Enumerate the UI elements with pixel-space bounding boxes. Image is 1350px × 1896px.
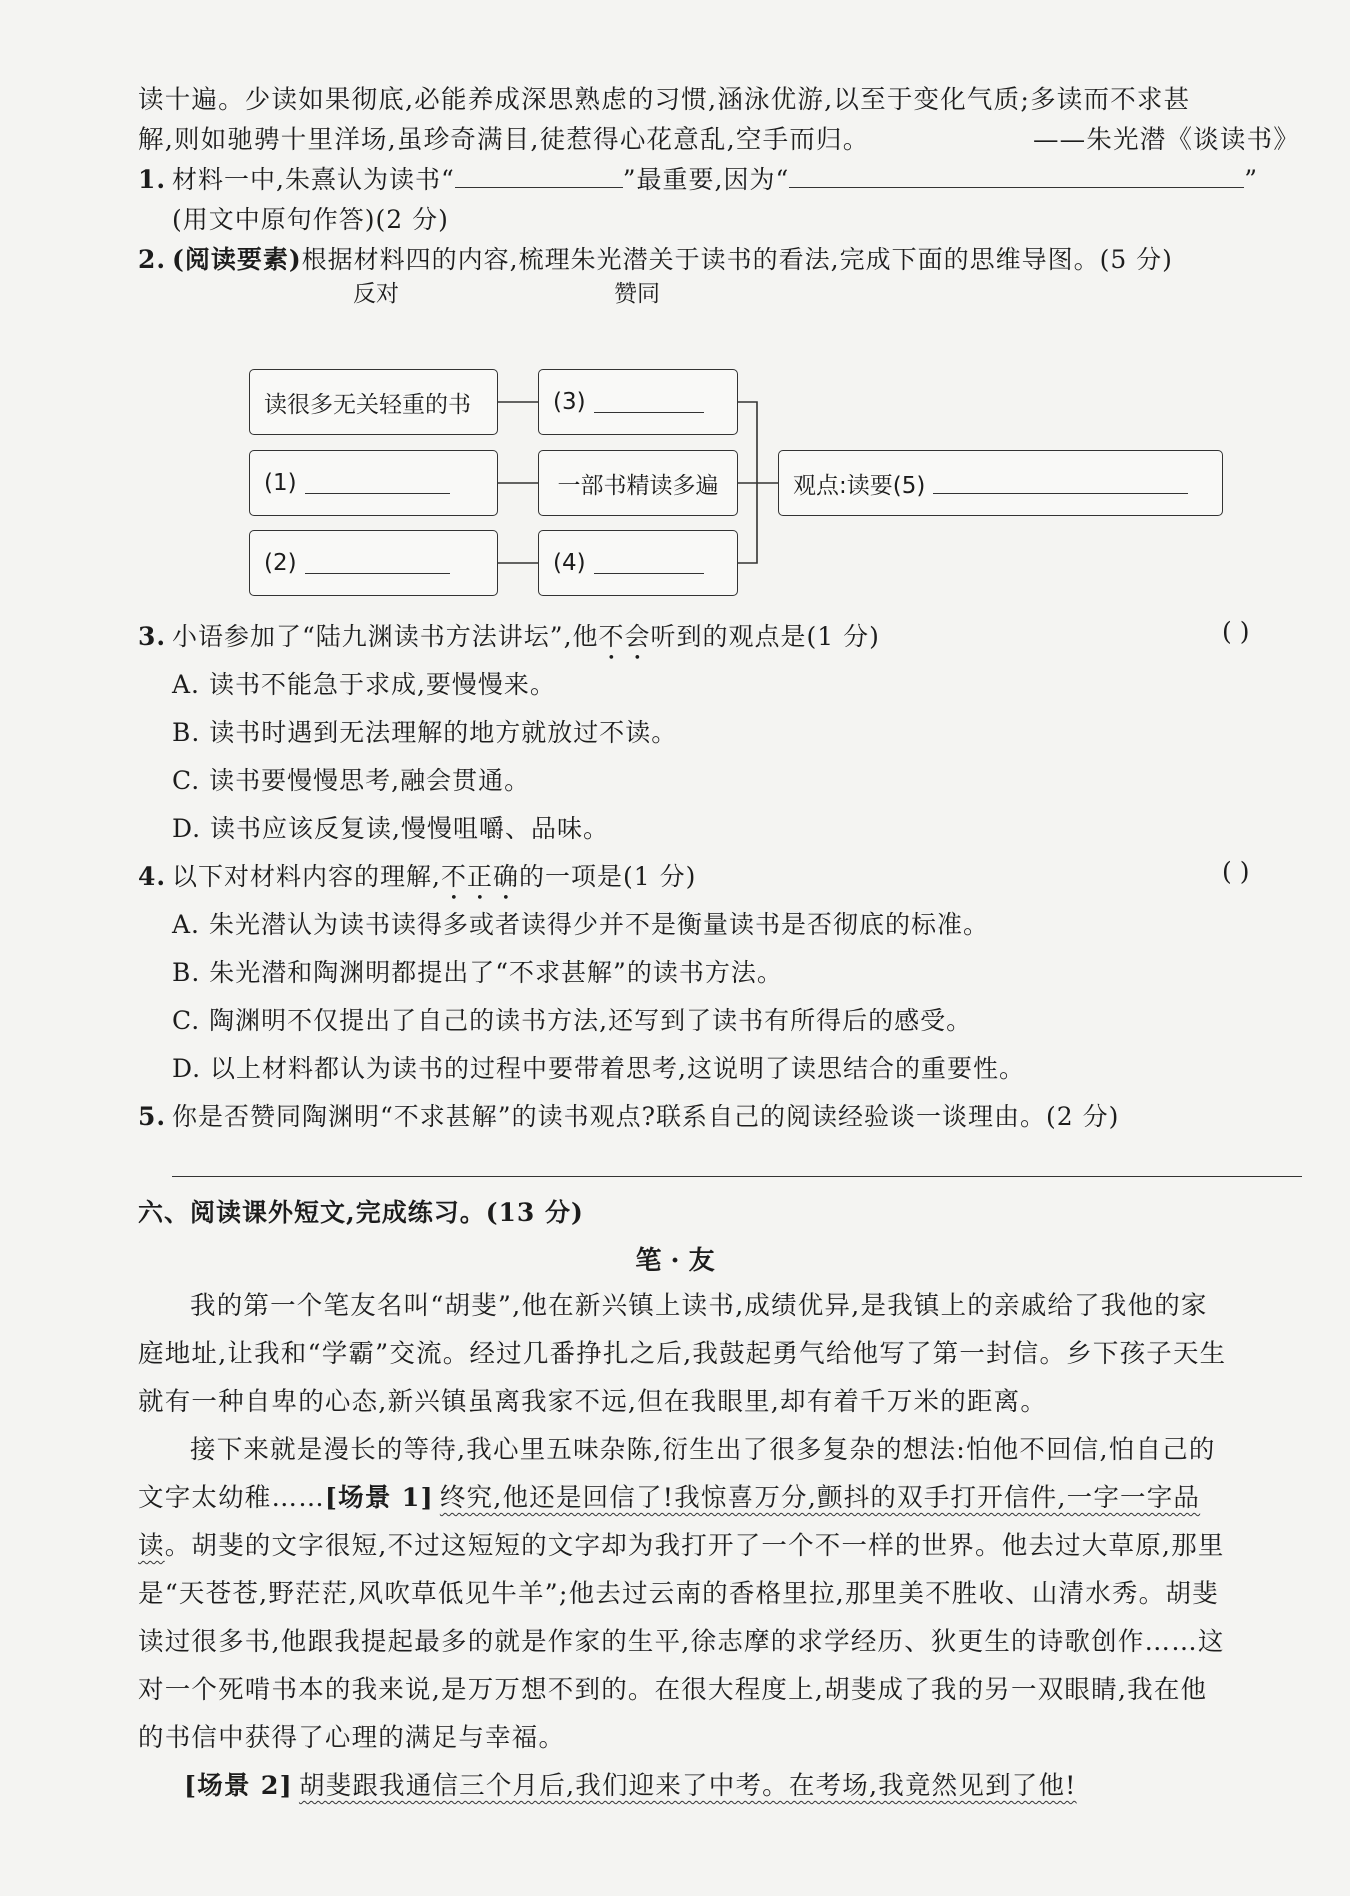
question-number: 2. bbox=[138, 245, 167, 274]
answer-blank-map-3[interactable] bbox=[594, 392, 704, 413]
answer-blank-map-5[interactable] bbox=[933, 473, 1188, 494]
question-3-text-a: 小语参加了“陆九渊读书方法讲坛”,他 bbox=[172, 622, 599, 651]
option-d: D. 以上材料都认为读书的过程中要带着思考,这说明了读思结合的重要性。 bbox=[172, 1054, 1025, 1083]
question-2-text: 根据材料四的内容,梳理朱光潜关于读书的看法,完成下面的思维导图。(5 分) bbox=[301, 245, 1173, 274]
intro-source: ——朱光潜《谈读书》 bbox=[1032, 125, 1300, 155]
answer-bracket-4[interactable]: ( ) bbox=[1222, 857, 1250, 886]
question-1-text-b: ”最重要,因为“ bbox=[622, 165, 790, 194]
box-agree-3-label: (4) bbox=[553, 550, 586, 576]
emphasis-text: 不正确 bbox=[440, 862, 519, 891]
question-number: 1. bbox=[138, 165, 167, 194]
paragraph-2-line-3 bbox=[138, 1526, 1225, 1562]
question-number: 4. bbox=[138, 862, 167, 891]
paragraph-2-line-5: 读过很多书,他跟我提起最多的就是作家的生平,徐志摩的求学经历、狄更生的诗歌创作……这 bbox=[138, 1627, 1225, 1657]
paragraph-3-line-1 bbox=[184, 1766, 1077, 1802]
box-agree-3 bbox=[538, 530, 738, 596]
question-number: 3. bbox=[138, 622, 167, 651]
option-a: A. 读书不能急于求成,要慢慢来。 bbox=[172, 670, 556, 699]
intro-line-1: 读十遍。少读如果彻底,必能养成深思熟虑的习惯,涵泳优游,以至于变化气质;多读而不求甚 bbox=[138, 85, 1191, 115]
question-3 bbox=[138, 617, 880, 666]
paragraph-2-line-3-text: 。胡斐的文字很短,不过这短短的文字却为我打开了一个不一样的世界。他去过大草原,那里 bbox=[164, 1531, 1225, 1561]
box-agree-1-label: (3) bbox=[553, 389, 586, 415]
answer-blank-map-2[interactable] bbox=[305, 553, 450, 574]
option-c: C. 陶渊明不仅提出了自己的读书方法,还写到了读书有所得后的感受。 bbox=[172, 1006, 973, 1035]
paragraph-2-line-7: 的书信中获得了心理的满足与幸福。 bbox=[138, 1723, 566, 1753]
paragraph-1-line-1: 我的第一个笔友名叫“胡斐”,他在新兴镇上读书,成绩优异,是我镇上的亲戚给了我他的家 bbox=[190, 1291, 1208, 1321]
mind-map-connectors bbox=[0, 0, 1350, 620]
answer-blank-map-4[interactable] bbox=[594, 553, 704, 574]
header-oppose: 反对 bbox=[353, 281, 399, 307]
paragraph-1-line-2: 庭地址,让我和“学霸”交流。经过几番挣扎之后,我鼓起勇气给他写了第一封信。乡下孩子天生 bbox=[138, 1339, 1227, 1369]
question-3-text-b: 听到的观点是(1 分) bbox=[650, 622, 880, 651]
answer-bracket-3[interactable]: ( ) bbox=[1222, 617, 1250, 646]
box-agree-2-text: 一部书精读多遍 bbox=[557, 472, 719, 499]
scene-1-underlined-text: 终究,他还是回信了!我惊喜万分,颤抖的双手打开信件,一字一字品 bbox=[439, 1483, 1201, 1513]
section-6-heading: 六、阅读课外短文,完成练习。(13 分) bbox=[138, 1198, 584, 1227]
question-1-text-c: ” bbox=[1244, 165, 1259, 194]
option-d: D. 读书应该反复读,慢慢咀嚼、品味。 bbox=[172, 814, 609, 843]
emphasis-text: 不会 bbox=[598, 622, 651, 651]
paragraph-2-line-6: 对一个死啃书本的我来说,是万万想不到的。在很大程度上,胡斐成了我的另一双眼睛,我在他 bbox=[138, 1675, 1208, 1705]
paragraph-2-line-2 bbox=[138, 1478, 1200, 1514]
header-agree: 赞同 bbox=[614, 281, 660, 307]
option-b: B. 读书时遇到无法理解的地方就放过不读。 bbox=[172, 718, 678, 747]
box-agree-1 bbox=[538, 369, 738, 435]
paragraph-1-line-3: 就有一种自卑的心态,新兴镇虽离我家不远,但在我眼里,却有着千万米的距离。 bbox=[138, 1387, 1048, 1417]
article-title: 笔 · 友 bbox=[635, 1246, 715, 1276]
question-number: 5. bbox=[138, 1102, 167, 1131]
paragraph-2-line-2-text: 文字太幼稚…… bbox=[138, 1483, 325, 1513]
box-oppose-1 bbox=[249, 369, 498, 435]
box-viewpoint bbox=[778, 450, 1223, 516]
scene-1-underlined-text-end: 读 bbox=[138, 1531, 165, 1561]
question-4-text-a: 以下对材料内容的理解, bbox=[172, 862, 441, 891]
question-1-note: (用文中原句作答)(2 分) bbox=[172, 205, 449, 234]
box-oppose-2-label: (1) bbox=[264, 470, 297, 496]
scene-1-marker: [场景 1] bbox=[324, 1483, 434, 1513]
box-oppose-3-label: (2) bbox=[264, 550, 297, 576]
box-oppose-2 bbox=[249, 450, 498, 516]
intro-line-2: 解,则如驰骋十里洋场,虽珍奇满目,徒惹得心花意乱,空手而归。 bbox=[138, 125, 870, 155]
question-5 bbox=[138, 1097, 1119, 1133]
reading-element-tag: (阅读要素) bbox=[172, 245, 302, 274]
box-viewpoint-label: 观点:读要(5) bbox=[793, 472, 926, 499]
question-1-text-a: 材料一中,朱熹认为读书“ bbox=[172, 165, 455, 194]
paragraph-2-line-1: 接下来就是漫长的等待,我心里五味杂陈,衍生出了很多复杂的想法:怕他不回信,怕自己的 bbox=[190, 1435, 1216, 1465]
question-4-text-b: 的一项是(1 分) bbox=[518, 862, 697, 891]
answer-blank-map-1[interactable] bbox=[305, 473, 450, 494]
box-oppose-3 bbox=[249, 530, 498, 596]
option-c: C. 读书要慢慢思考,融会贯通。 bbox=[172, 766, 531, 795]
question-5-text: 你是否赞同陶渊明“不求甚解”的读书观点?联系自己的阅读经验谈一谈理由。(2 分) bbox=[172, 1102, 1120, 1131]
box-agree-2 bbox=[538, 450, 738, 516]
question-4 bbox=[138, 857, 696, 906]
paragraph-2-line-4: 是“天苍苍,野茫茫,风吹草低见牛羊”;他去过云南的香格里拉,那里美不胜收、山清水秀。胡斐 bbox=[138, 1579, 1219, 1609]
option-b: B. 朱光潜和陶渊明都提出了“不求甚解”的读书方法。 bbox=[172, 958, 783, 987]
box-oppose-1-text: 读很多无关轻重的书 bbox=[264, 391, 471, 418]
scene-2-underlined-text: 胡斐跟我通信三个月后,我们迎来了中考。在考场,我竟然见到了他! bbox=[298, 1771, 1077, 1801]
scene-2-marker: [场景 2] bbox=[184, 1771, 293, 1801]
option-a: A. 朱光潜认为读书读得多或者读得少并不是衡量读书是否彻底的标准。 bbox=[172, 910, 989, 939]
answer-line-5[interactable] bbox=[172, 1176, 1302, 1177]
